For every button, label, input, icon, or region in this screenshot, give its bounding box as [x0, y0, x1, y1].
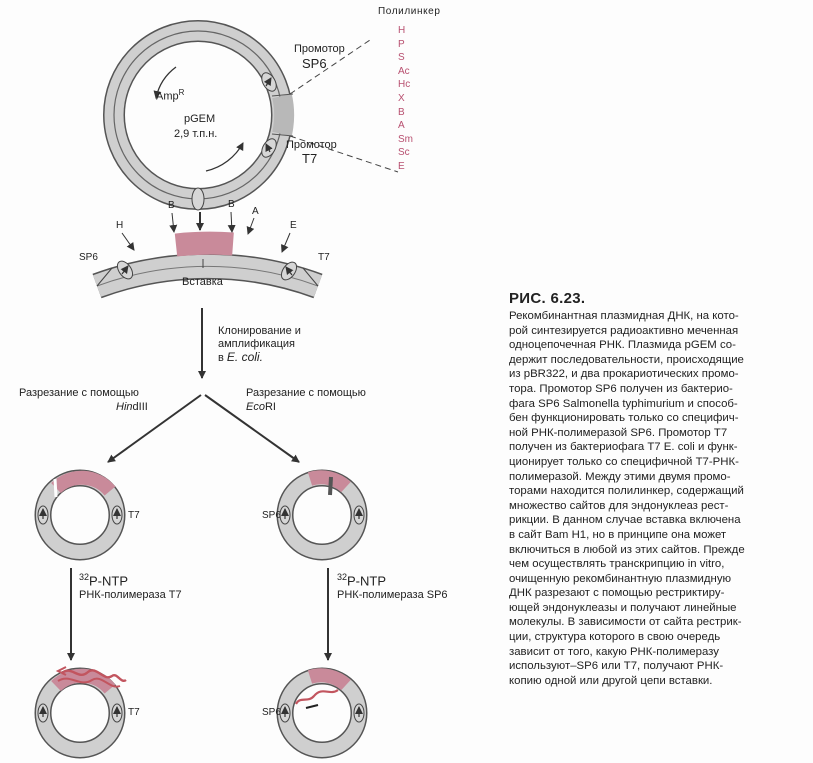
polylinker-site: Hc: [398, 79, 411, 91]
polylinker-sites: [398, 24, 413, 174]
right-sp6-label-bottom: SP6: [262, 707, 281, 718]
left-polymerase-label: РНК-полимераза T7: [79, 589, 182, 601]
left-t7-label: T7: [128, 510, 140, 521]
caption-line: Рекомбинантная плазмидная ДНК, на кото-: [509, 310, 739, 322]
caption-line: ции, структура которого в свою очередь: [509, 631, 721, 644]
caption-line: рикции. В данном случае вставка включена: [509, 514, 741, 527]
right-ntp-label: $^{32}$P-NTP: [337, 572, 387, 589]
figure-title: РИС. 6.23.: [509, 290, 586, 307]
polylinker-site: E: [398, 160, 405, 172]
insert-label: Вставка: [182, 276, 223, 288]
polylinker-title: Полилинкер: [378, 6, 441, 17]
caption-line: копию одной или другой цепи вставки.: [509, 674, 713, 687]
caption-line: бен функционировать только со специфич-: [509, 412, 739, 425]
caption-line: в сайт Bam H1, но в принципе она может: [509, 528, 727, 541]
insert-segment: [176, 243, 233, 245]
caption-line: полимеразой. Между этими двумя промо-: [509, 470, 731, 483]
caption-line: из pBR322, и два прокариотических промо-: [509, 368, 739, 381]
polylinker-site: Ac: [398, 65, 410, 77]
polylinker-site: S: [398, 52, 405, 64]
polylinker-site: X: [398, 92, 405, 104]
site-a: A: [252, 206, 259, 217]
caption-line: очищенную рекомбинантную плазмидную: [509, 572, 732, 585]
right-sp6-label: SP6: [262, 510, 281, 521]
linear-t7-label: T7: [318, 252, 330, 263]
plasmid-name: pGEM: [184, 113, 216, 125]
polylinker-site: Sc: [398, 147, 410, 159]
sp6-promoter-name: SP6: [302, 56, 327, 71]
site-b2: B: [228, 199, 235, 210]
cut-right-label: Разрезание с помощью EcoRI: [246, 387, 366, 413]
right-transcription-plasmid: [280, 675, 364, 750]
cloning-text: Клонирование и амплификация в E. coli.: [218, 325, 301, 364]
caption-line: торами находится полилинкер, содержащий: [509, 485, 744, 498]
polylinker-site: B: [398, 106, 405, 118]
t7-promoter-word: Промотор: [286, 139, 337, 151]
caption-line: одноцепочечная РНК. Плазмида pGEM со-: [509, 339, 736, 352]
site-b1: B: [168, 200, 175, 211]
site-h: H: [116, 220, 124, 231]
caption-line: молекулы. В зависимости от сайта рестрик-: [509, 616, 742, 629]
left-t7-label-bottom: T7: [128, 707, 140, 718]
caption-line: множество сайтов для эндонуклеаз рест-: [509, 499, 729, 512]
caption-line: получен из бактериофага T7 E. coli и функ-: [509, 441, 738, 454]
linear-sp6-label: SP6: [79, 252, 98, 263]
caption-line: фага SP6 Salmonella typhimurium и способ-: [509, 397, 738, 410]
polylinker-site: Sm: [398, 133, 413, 145]
t7-promoter-name: T7: [302, 151, 318, 166]
caption-line: ной РНК-полимеразой SP6. Промотор T7: [509, 426, 728, 439]
right-polymerase-label: РНК-полимераза SP6: [337, 589, 448, 601]
polylinker-site: A: [398, 120, 405, 132]
caption-line: включиться в любой из этих сайтов. Прежде: [509, 543, 745, 556]
caption-line: ДНК разрезают с помощью рестриктиру-: [509, 587, 725, 600]
caption-line: рой синтезируется радиоактивно меченная: [509, 324, 739, 337]
cut-left-label: Разрезание с помощью HindIII: [19, 387, 148, 413]
right-cut-plasmid: [280, 477, 364, 552]
caption-line: ющей эндонуклеазы и получают линейные: [509, 601, 737, 614]
caption-line: используют–SP6 или T7, получают РНК-: [509, 660, 724, 673]
caption-line: чем осуществлять транскрипцию in vitro,: [509, 558, 725, 571]
left-ntp-label: $^{32}$P-NTP: [79, 572, 129, 589]
caption-line: зависит от того, какую РНК-полимеразу: [509, 645, 719, 658]
polylinker-site: H: [398, 25, 406, 36]
amp-label: Amp$^R$: [156, 88, 185, 103]
left-transcription-plasmid: [38, 667, 126, 750]
figure-caption: [509, 309, 799, 688]
polylinker-site: P: [398, 38, 405, 50]
plasmid-size: 2,9 т.п.н.: [174, 128, 218, 140]
left-cut-plasmid: [38, 478, 122, 552]
sp6-promoter-word: Промотор: [294, 43, 345, 55]
caption-line: держит последовательности, происходящие: [509, 353, 744, 366]
linear-map: [97, 212, 318, 286]
caption-line: ционирует только со специфичной T7-РНК-: [509, 455, 739, 468]
caption-line: тора. Промотор SP6 получен из бактерио-: [509, 382, 733, 395]
site-e: E: [290, 220, 297, 231]
